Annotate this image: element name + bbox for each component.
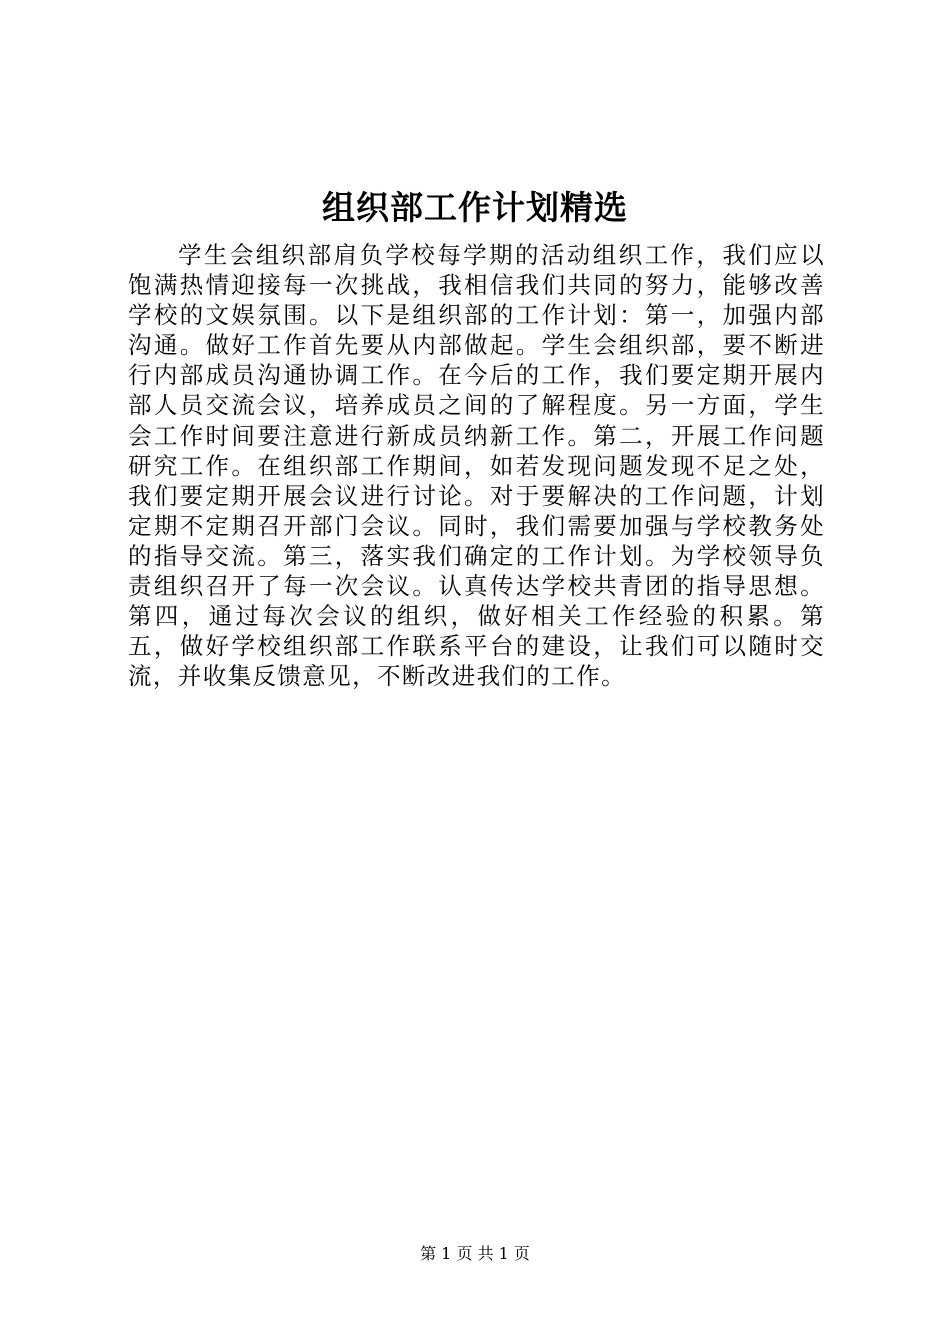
page-footer: 第 1 页 共 1 页 [420,1244,530,1263]
document-title: 组织部工作计划精选 [322,188,628,227]
document-body-paragraph: 学生会组织部肩负学校每学期的活动组织工作，我们应以饱满热情迎接每一次挑战，我相信我们共同的努力，能够改善学校的文娱氛围。以下是组织部的工作计划：第一，加强内部沟通。做好工作首先要从内部做起。学生会组织部，要不断进行内部成员沟通协调工作。在今后的工作，我们要定期开展内部人员交流会议，培养成员之间的了解程度。另一方面，学生会工作时间要注意进行新成员纳新工作。第二，开展工作问题研究工作。在组织部工作期间，如若发现问题发现不足之处，我们要定期开展会议进行讨论。对于要解决的工作问题，计划定期不定期召开部门会议。同时，我们需要加强与学校教务处的指导交流。第三，落实我们确定的工作计划。为学校领导负责组织召开了每一次会议。认真传达学校共青团的指导思想。第四，通过每次会议的组织，做好相关工作经验的积累。第五，做好学校组织部工作联系平台的建设，让我们可以随时交流，并收集反馈意见，不断改进我们的工作。 [128,241,825,691]
